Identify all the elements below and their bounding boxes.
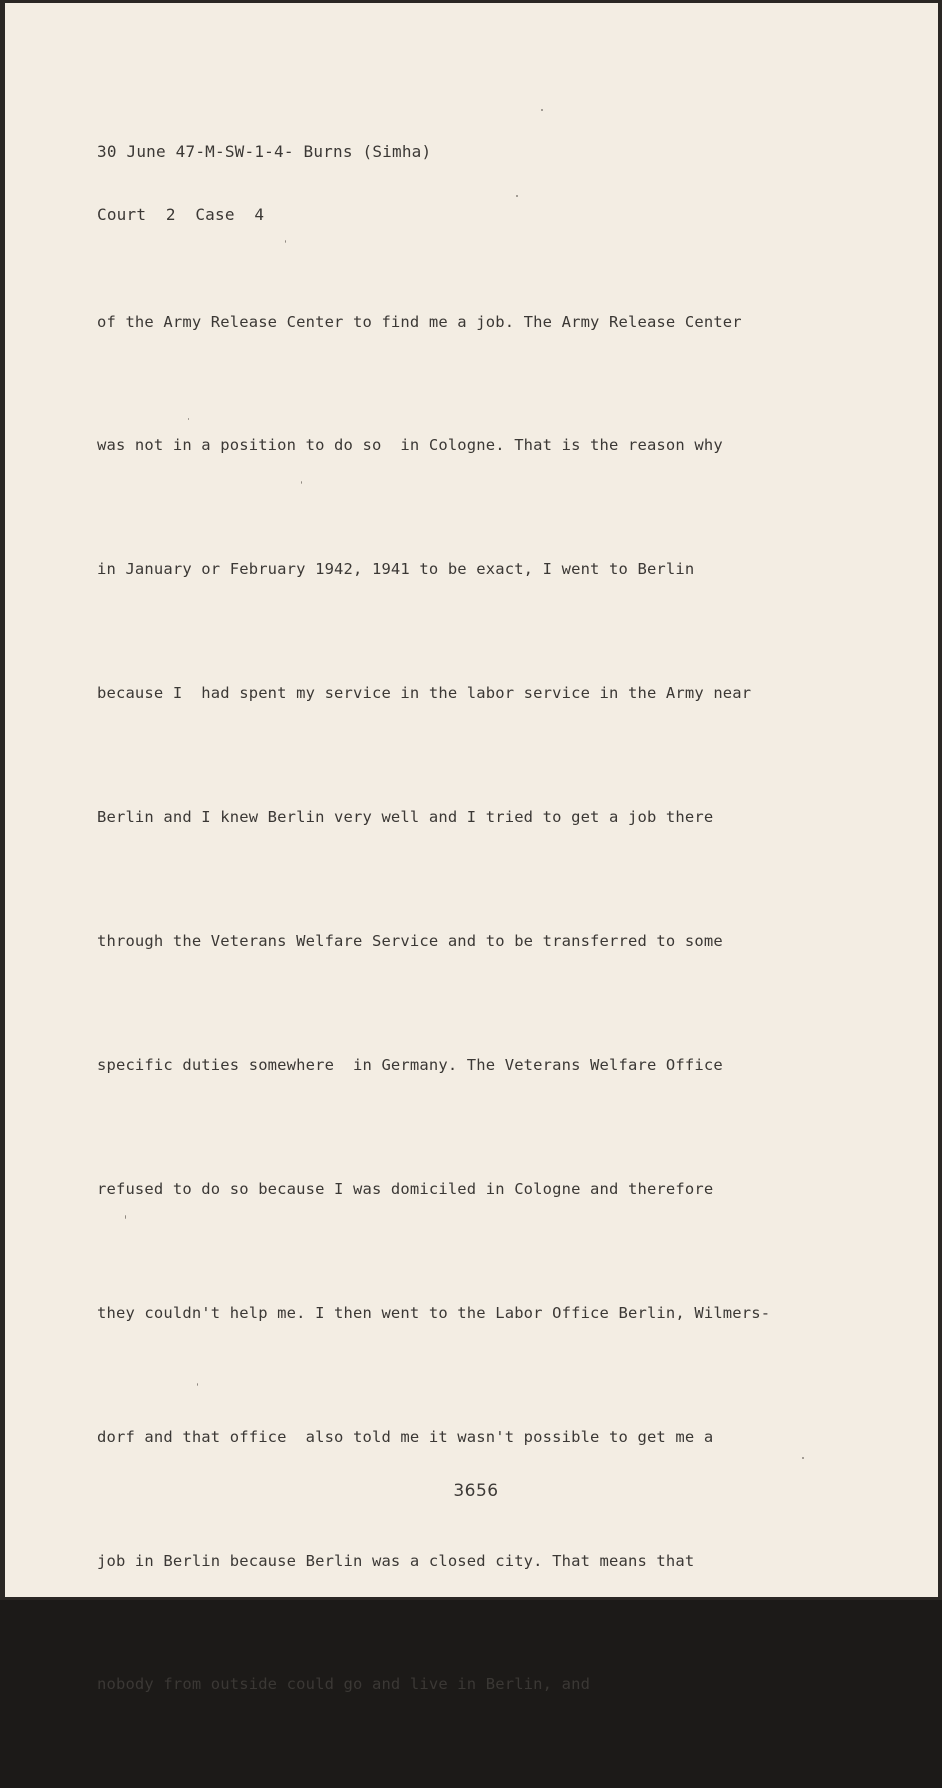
text-line: through the Veterans Welfare Service and to be transferred to some [97, 932, 723, 951]
paper-speck [188, 418, 189, 420]
text-line: specific duties somewhere in Germany. The Veterans Welfare Office [97, 1055, 723, 1074]
paper-speck [516, 195, 518, 197]
text-line: they couldn't help me. I then went to the Labor Office Berlin, Wilmers- [97, 1303, 771, 1322]
text-line: in January or February 1942, 1941 to be exact, I went to Berlin [97, 560, 695, 579]
text-line: Berlin and I knew Berlin very well and I tried to get a job there [97, 808, 714, 827]
paper-speck [301, 481, 302, 484]
text-line: nobody from outside could go and live in Berlin, and [97, 1675, 591, 1694]
testimony-text [97, 219, 927, 1788]
paper-speck [197, 1383, 198, 1386]
paper-speck [125, 1215, 126, 1219]
text-line: because I had spent my service in the labor service in the Army near [97, 684, 752, 703]
paper-speck [541, 109, 543, 111]
paper-speck [285, 240, 286, 243]
page-number: 3656 [453, 1481, 499, 1501]
text-line: of the Army Release Center to find me a job. The Army Release Center [97, 312, 742, 331]
paper-speck [802, 1457, 804, 1459]
header-court-case: Court 2 Case 4 [97, 205, 265, 224]
text-line: was not in a position to do so in Cologne. That is the reason why [97, 436, 723, 455]
text-line: refused to do so because I was domiciled in Cologne and therefore [97, 1179, 714, 1198]
header-date-reference: 30 June 47-M-SW-1-4- Burns (Simha) [97, 142, 432, 161]
text-line: dorf and that office also told me it wasn't possible to get me a [97, 1427, 714, 1446]
text-line: job in Berlin because Berlin was a closed city. That means that [97, 1551, 695, 1570]
